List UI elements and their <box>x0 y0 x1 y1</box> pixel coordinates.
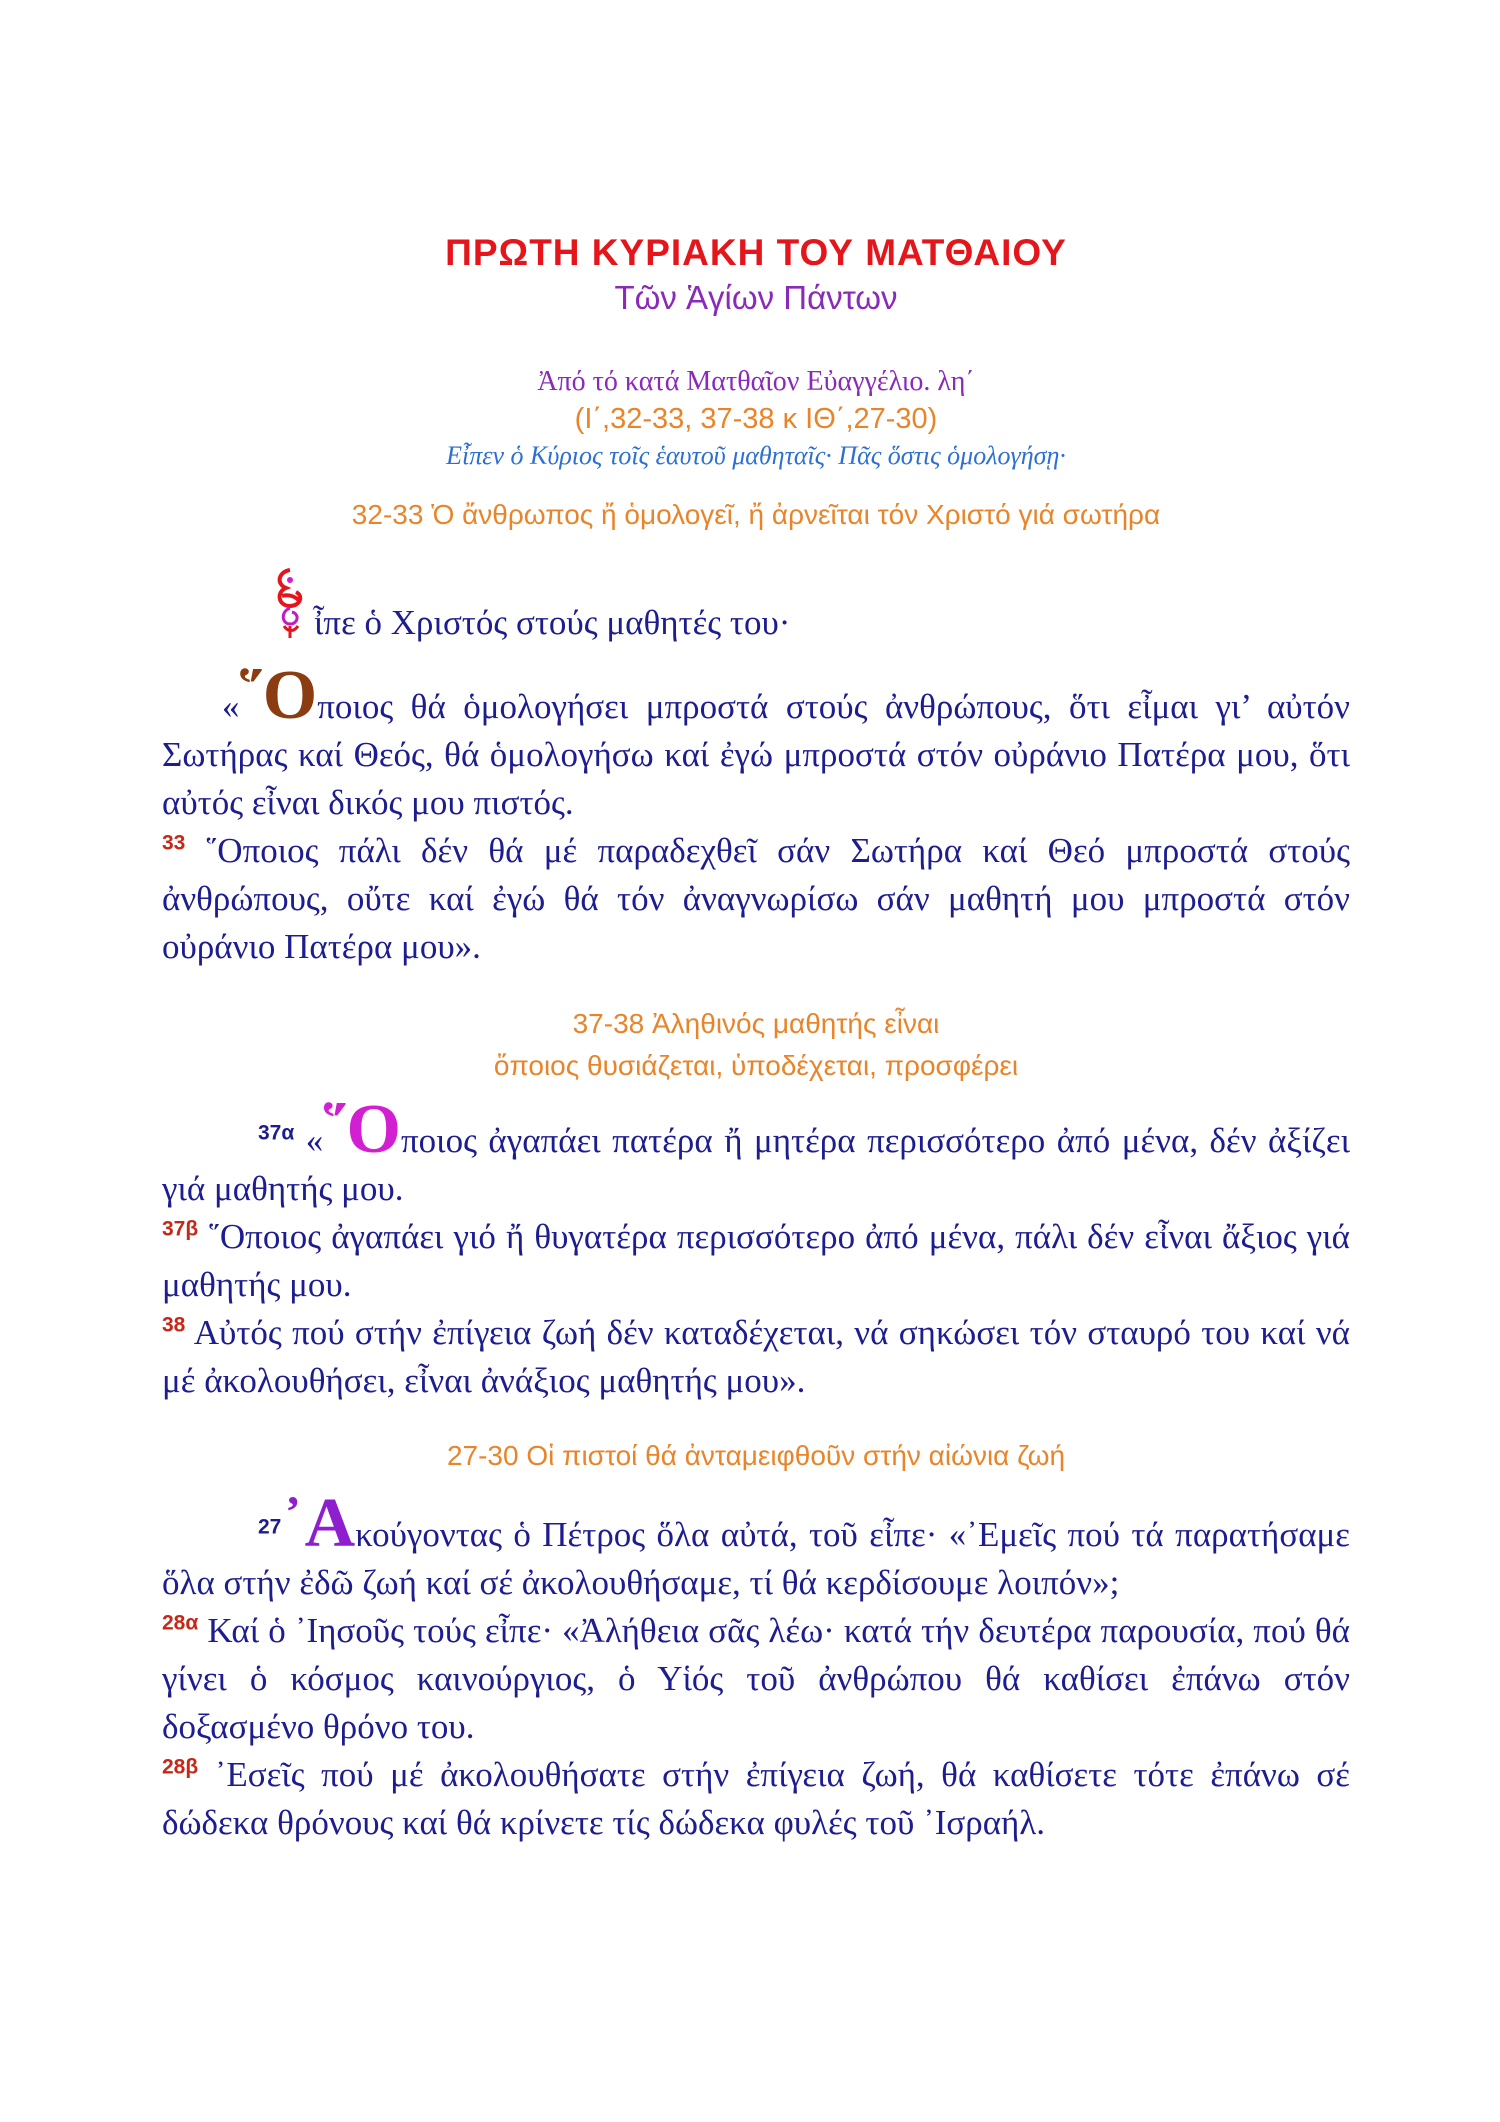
verse-38-number: 38 <box>162 1313 186 1337</box>
verse-37b-text: ῞Οποιος ἀγαπάει γιό ἤ θυγατέρα περισσότερο ἀπό μένα, πάλι δέν εἶναι ἄξιος γιά μαθητής μου. <box>162 1217 1350 1304</box>
verse-37a-number: 37α <box>258 1121 295 1145</box>
opening-line <box>162 566 1350 647</box>
section-heading-3: 27-30 Οἱ πιστοί θά ἀνταμειφθοῦν στήν αἰώνια ζωή <box>446 1440 1066 1471</box>
section-heading-2-line-2: ὅποιος θυσιάζεται, ὑποδέχεται, προσφέρει <box>493 1050 1019 1081</box>
page-subtitle: Τῶν Ἁγίων Πάντων <box>614 279 898 316</box>
verse-32-drop-cap: ῞Ο <box>239 657 318 734</box>
verse-32-quote: « <box>222 687 240 726</box>
section-heading-2-line-1: 37-38 Ἀληθινός μαθητής εἶναι <box>572 1008 940 1039</box>
verse-33-number: 33 <box>162 831 186 855</box>
verse-37a-drop-cap: ῞Ο <box>323 1091 402 1168</box>
page-title: ΠΡΩΤΗ ΚΥΡΙΑΚΗ ΤΟΥ ΜΑΤΘΑΙΟΥ <box>445 232 1067 273</box>
verse-33-text: ῞Οποιος πάλι δέν θά μέ παραδεχθεῖ σάν Σωτήρα καί Θεό μπροστά στούς ἀνθρώπους, οὔτε καί ἐγώ θά τόν ἀναγνωρίσω σάν μαθητή μου μπροστά στόν οὐράνιο Πατέρα μου». <box>162 831 1350 966</box>
gospel-source: Ἀπό τό κατά Ματθαῖον Εὐαγγέλιο. λη΄ <box>537 366 975 397</box>
verse-38-text: Αὐτός πού στήν ἐπίγεια ζωή δέν καταδέχεται, νά σηκώσει τόν σταυρό του καί νά μέ ἀκολουθήσει, εἶναι ἀνάξιος μαθητής μου». <box>162 1313 1350 1400</box>
verse-37a-quote: « <box>294 1121 324 1160</box>
gospel-page <box>162 230 1350 1847</box>
gospel-intro: Εἶπεν ὁ Κύριος τοῖς ἑαυτοῦ μαθηταῖς· Πᾶς ὅστις ὁμολογήσῃ· <box>446 441 1066 470</box>
verse-27-text: κούγοντας ὁ Πέτρος ὅλα αὐτά, τοῦ εἶπε· «᾿Εμεῖς πού τά παρατήσαμε ὅλα στήν ἐδῶ ζωή καί σέ ἀκολουθήσαμε, τί θά κερδίσουμε λοιπόν»; <box>162 1515 1350 1602</box>
verse-32-text: ποιος θά ὁμολογήσει μπροστά στούς ἀνθρώπους, ὅτι εἶμαι γι’ αὐτόν Σωτήρας καί Θεός, θά ὁμολογήσω καί ἐγώ μπροστά στόν οὐράνιο Πατέρα μου, ὅτι αὐτός εἶναι δικός μου πιστός. <box>162 687 1350 822</box>
verse-28a-number: 28α <box>162 1611 199 1635</box>
verse-28b-text: ᾿Εσεῖς πού μέ ἀκολουθήσατε στήν ἐπίγεια ζωή, θά καθίσετε τότε ἐπάνω σέ δώδεκα θρόνους καί θά κρίνετε τίς δώδεκα φυλές τοῦ ᾿Ισραήλ. <box>162 1755 1350 1842</box>
section-heading-1: 32-33 Ὁ ἄνθρωπος ἤ ὁμολογεῖ, ἤ ἀρνεῖται τόν Χριστό γιά σωτήρα <box>351 499 1161 530</box>
verse-37a-paragraph <box>162 1091 1350 1405</box>
verse-27-drop-cap: ᾿Α <box>281 1485 356 1562</box>
opening-text: ἶπε ὁ Χριστός στούς μαθητές του· <box>314 603 791 642</box>
verse-27-paragraph <box>162 1485 1350 1847</box>
gospel-reference: (Ι΄,32-33, 37-38 κ ΙΘ΄,27-30) <box>574 403 938 435</box>
verse-27-number: 27 <box>258 1515 282 1539</box>
verse-37b-number: 37β <box>162 1217 199 1241</box>
ornate-initial-icon <box>270 566 310 640</box>
verse-32-paragraph <box>162 657 1350 971</box>
verse-37a-text: ποιος ἀγαπάει πατέρα ἤ μητέρα περισσότερο ἀπό μένα, δέν ἀξίζει γιά μαθητής μου. <box>162 1121 1350 1208</box>
verse-28a-text: Καί ὁ ᾿Ιησοῦς τούς εἶπε· «Ἀλήθεια σᾶς λέω· κατά τήν δευτέρα παρουσία, πού θά γίνει ὁ κόσμος καινούργιος, ὁ Υἱός τοῦ ἀνθρώπου θά καθίσει ἐπάνω στόν δοξασμένο θρόνο του. <box>162 1611 1350 1746</box>
verse-28b-number: 28β <box>162 1755 199 1779</box>
